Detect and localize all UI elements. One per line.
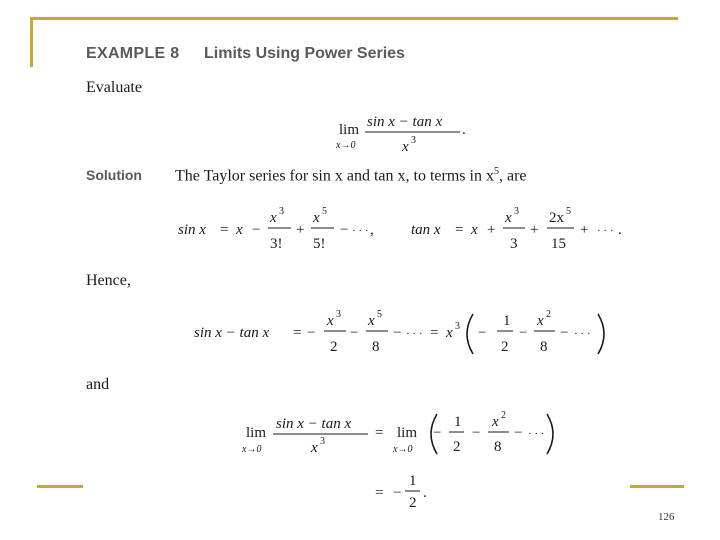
evaluate-text: Evaluate [86,79,142,96]
svg-text:2: 2 [501,410,506,421]
svg-text:2: 2 [330,339,338,355]
bottom-left-rule [37,485,83,488]
lim-subscript: x→0 [336,140,356,151]
svg-text:8: 8 [372,339,380,355]
svg-text:x→0: x→0 [393,444,413,455]
numerator: sin x − tan x [367,114,443,130]
svg-text:2: 2 [409,495,417,511]
svg-text:x: x [368,313,375,329]
tan-x-label: tan x [411,222,441,238]
solution-intro-text: The Taylor series for sin x and tan x, to terms in x [175,167,494,185]
formula-difference [194,309,604,355]
svg-text:+: + [530,222,539,238]
solution-intro-exp: 5 [493,166,499,177]
svg-text:x: x [270,210,277,226]
svg-text:−: − [393,485,402,501]
formula-evaluate [335,114,466,155]
period: . [462,122,466,138]
and-text: and [86,376,110,393]
eq-sign: = [220,222,229,238]
denominator-x: x [402,139,409,155]
svg-text:−: − [560,325,569,341]
svg-text:x: x [313,210,320,226]
svg-text:3: 3 [279,206,284,217]
svg-text:3: 3 [514,206,519,217]
svg-text:3!: 3! [270,236,283,252]
svg-text:−: − [519,325,528,341]
svg-text:.: . [618,222,622,238]
sin-x-label: sin x [178,222,206,238]
svg-text:−: − [340,222,349,238]
svg-text:· · ·: · · · [528,428,545,440]
svg-text:15: 15 [551,236,566,252]
svg-text:1: 1 [409,473,417,489]
svg-text:−: − [350,325,359,341]
svg-text:x: x [537,313,544,329]
svg-text:sin x − tan x: sin x − tan x [276,416,352,432]
svg-text:3: 3 [510,236,518,252]
svg-text:+: + [296,222,305,238]
svg-text:=: = [430,325,439,341]
svg-text:x: x [327,313,334,329]
solution-intro-end: , are [498,167,527,185]
svg-text:−: − [393,325,402,341]
svg-text:· · ·: · · · [597,225,614,237]
solution-label: Solution [86,167,142,183]
svg-text:−: − [478,325,487,341]
svg-text:1: 1 [503,313,511,329]
svg-text:x→0: x→0 [242,444,262,455]
svg-text:· · ·: · · · [352,225,369,237]
svg-text:x: x [311,440,318,456]
hence-text: Hence, [86,272,131,289]
svg-text:=: = [375,425,384,441]
svg-text:−: − [472,425,481,441]
svg-text:=: = [293,325,302,341]
svg-text:5!: 5! [313,236,326,252]
svg-text:3: 3 [320,436,325,447]
example-title: Limits Using Power Series [204,45,405,62]
svg-text:2: 2 [501,339,509,355]
example-label: EXAMPLE 8 [86,45,180,62]
svg-text:−: − [514,425,523,441]
svg-text:sin x − tan x: sin x − tan x [194,325,270,341]
svg-text:=: = [375,485,384,501]
svg-text:−: − [252,222,261,238]
svg-text:5: 5 [322,206,327,217]
denominator-exp: 3 [411,135,416,146]
svg-text:· · ·: · · · [406,328,423,340]
svg-text:8: 8 [540,339,548,355]
svg-text:lim: lim [397,425,418,441]
svg-text:−: − [433,425,442,441]
svg-text:5: 5 [566,206,571,217]
svg-text:x: x [471,222,478,238]
svg-text:1: 1 [454,414,462,430]
svg-text:.: . [423,485,427,501]
svg-text:=: = [455,222,464,238]
lim-word: lim [339,122,360,138]
svg-text:3: 3 [336,309,341,320]
formula-result [375,473,427,511]
svg-text:x: x [505,210,512,226]
svg-text:· · ·: · · · [574,328,591,340]
svg-text:2: 2 [546,309,551,320]
svg-text:2: 2 [453,439,461,455]
svg-text:−: − [307,325,316,341]
svg-text:lim: lim [246,425,267,441]
page-number: 126 [658,511,675,523]
svg-text:5: 5 [377,309,382,320]
svg-text:2x: 2x [549,210,564,226]
solution-intro [175,166,527,185]
bottom-right-rule [630,485,684,488]
formula-taylor-series [178,206,622,252]
svg-text:+: + [580,222,589,238]
svg-text:,: , [370,222,374,238]
svg-text:x: x [236,222,243,238]
svg-text:+: + [487,222,496,238]
svg-text:3: 3 [455,321,460,332]
svg-text:x: x [446,325,453,341]
formula-limit [241,410,553,456]
svg-text:8: 8 [494,439,502,455]
svg-text:x: x [492,414,499,430]
